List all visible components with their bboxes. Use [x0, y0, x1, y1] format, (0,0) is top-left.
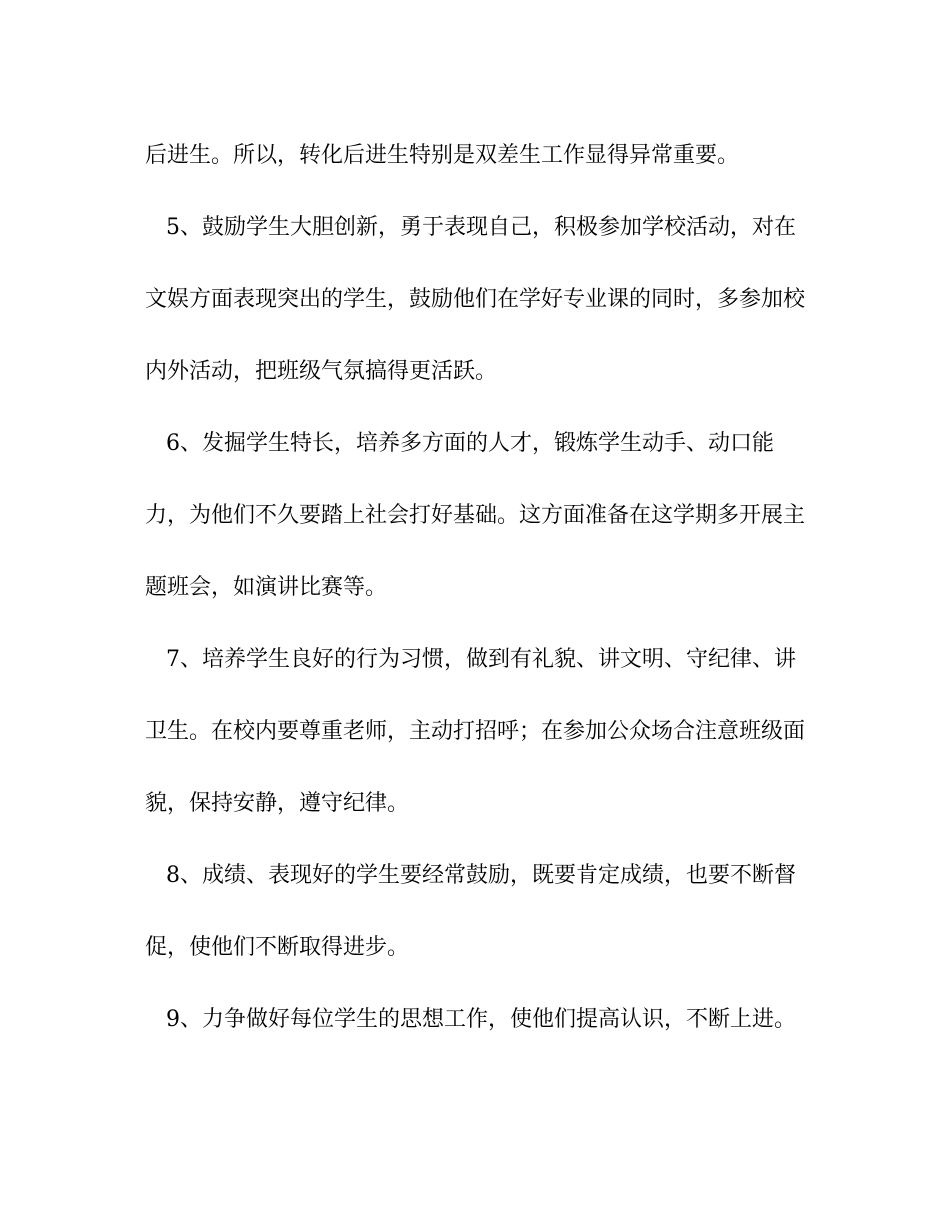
text-line-6: 力，为他们不久要踏上社会打好基础。这方面准备在这学期多开展主 [145, 503, 806, 528]
text-line-2: 5、鼓励学生大胆创新，勇于表现自己，积极参加学校活动，对在 [166, 215, 796, 240]
text-line-8: 7、培养学生良好的行为习惯，做到有礼貌、讲文明、守纪律、讲 [166, 647, 796, 672]
text-line-11: 8、成绩、表现好的学生要经常鼓励，既要肯定成绩，也要不断督 [166, 863, 796, 888]
text-line-4: 内外活动，把班级气氛搞得更活跃。 [145, 359, 498, 384]
text-line-12: 促，使他们不断取得进步。 [145, 935, 410, 960]
text-line-7: 题班会，如演讲比赛等。 [145, 575, 388, 600]
text-line-10: 貌，保持安静，遵守纪律。 [145, 791, 410, 816]
text-line-5: 6、发掘学生特长，培养多方面的人才，锻炼学生动手、动口能 [166, 431, 774, 456]
text-line-9: 卫生。在校内要尊重老师，主动打招呼；在参加公众场合注意班级面 [145, 719, 806, 744]
text-line-3: 文娱方面表现突出的学生，鼓励他们在学好专业课的同时，多参加校 [145, 287, 806, 312]
text-line-1: 后进生。所以，转化后进生特别是双差生工作显得异常重要。 [145, 143, 740, 168]
text-line-13: 9、力争做好每位学生的思想工作，使他们提高认识，不断上进。 [166, 1007, 796, 1032]
